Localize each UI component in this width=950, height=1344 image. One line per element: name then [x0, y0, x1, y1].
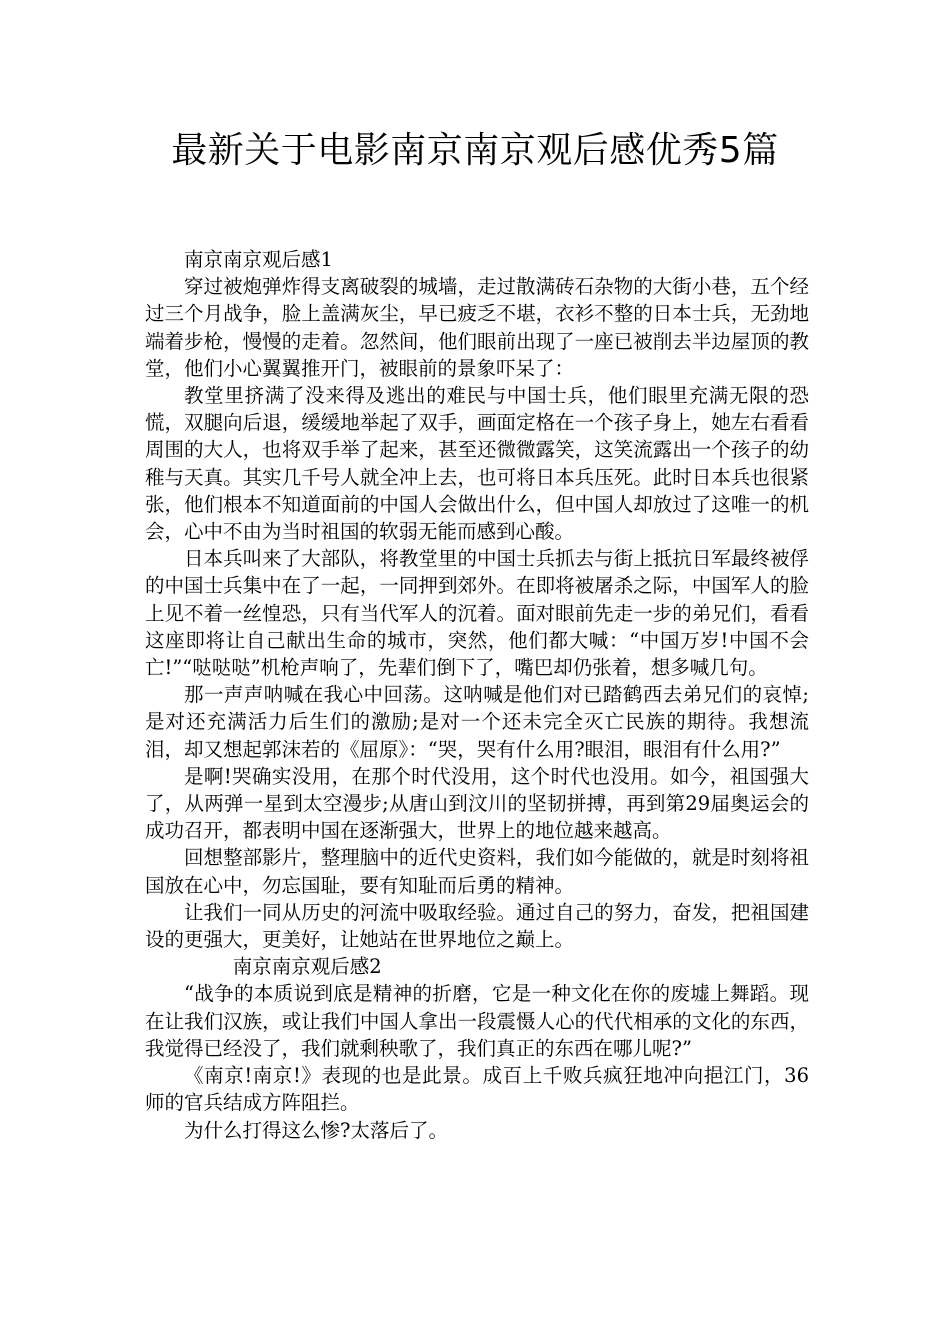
document-body — [145, 246, 809, 1144]
paragraph: 穿过被炮弹炸得支离破裂的城墙，走过散满砖石杂物的大街小巷，五个经过三个月战争，脸上盖满灰尘，早已疲乏不堪，衣衫不整的日本士兵，无劲地端着步枪，慢慢的走着。忽然间，他们眼前出现了一座已被削去半边屋顶的教堂，他们小心翼翼推开门，被眼前的景象吓呆了： — [145, 275, 809, 380]
section-heading-1: 南京南京观后感1 — [184, 248, 333, 271]
paragraph: 那一声声呐喊在我心中回荡。这呐喊是他们对已踏鹤西去弟兄们的哀悼;是对还充满活力后生们的激励;是对一个还未完全灭亡民族的期待。我想流泪，却又想起郭沫若的《屈原》：“哭，哭有什么用?眼泪，眼泪有什么用?” — [145, 683, 809, 761]
paragraph: 《南京!南京!》表现的也是此景。成百上千败兵疯狂地冲向挹江门，36师的官兵结成方阵阻拦。 — [145, 1064, 809, 1115]
document-title: 最新关于电影南京南京观后感优秀5篇 — [171, 130, 779, 171]
paragraph: 回想整部影片，整理脑中的近代史资料，我们如今能做的，就是时刻将祖国放在心中，勿忘国耻，要有知耻而后勇的精神。 — [145, 846, 809, 897]
paragraph: 让我们一同从历史的河流中吸取经验。通过自己的努力，奋发，把祖国建设的更强大，更美好，让她站在世界地位之巅上。 — [145, 900, 809, 952]
paragraph: “战争的本质说到底是精神的折磨，它是一种文化在你的废墟上舞蹈。现在让我们汉族，或让我们中国人拿出一段震慑人心的代代相承的文化的东西，我觉得已经没了，我们就剩秧歌了，我们真正的东西在哪儿呢?” — [145, 982, 809, 1060]
paragraph: 日本兵叫来了大部队，将教堂里的中国士兵抓去与街上抵抗日军最终被俘的中国士兵集中在了一起，一同押到郊外。在即将被屠杀之际，中国军人的脸上见不着一丝惶恐，只有当代军人的沉着。面对眼前先走一步的弟兄们，看看这座即将让自己献出生命的城市，突然，他们都大喊：“中国万岁!中国不会亡!”“哒哒哒”机枪声响了，先辈们倒下了，嘴巴却仍张着，想多喊几句。 — [145, 547, 809, 680]
section-heading-2: 南京南京观后感2 — [232, 955, 382, 979]
paragraph: 教堂里挤满了没来得及逃出的难民与中国士兵，他们眼里充满无限的恐慌，双腿向后退，缓缓地举起了双手，画面定格在一个孩子身上，她左右看看周围的大人，也将双手举了起来，甚至还微微露笑，这笑流露出一个孩子的幼稚与天真。其实几千号人就全冲上去，也可将日本兵压死。此时日本兵也很紧张，他们根本不知道面前的中国人会做出什么，但中国人却放过了这唯一的机会，心中不由为当时祖国的软弱无能而感到心酸。 — [145, 384, 809, 544]
paragraph: 是啊!哭确实没用，在那个时代没用，这个时代也没用。如今，祖国强大了，从两弹一星到太空漫步;从唐山到汶川的坚韧拼搏，再到第29届奥运会的成功召开，都表明中国在逐渐强大，世界上的地位越来越高。 — [145, 764, 809, 843]
paragraph: 为什么打得这么惨?太落后了。 — [184, 1118, 448, 1142]
